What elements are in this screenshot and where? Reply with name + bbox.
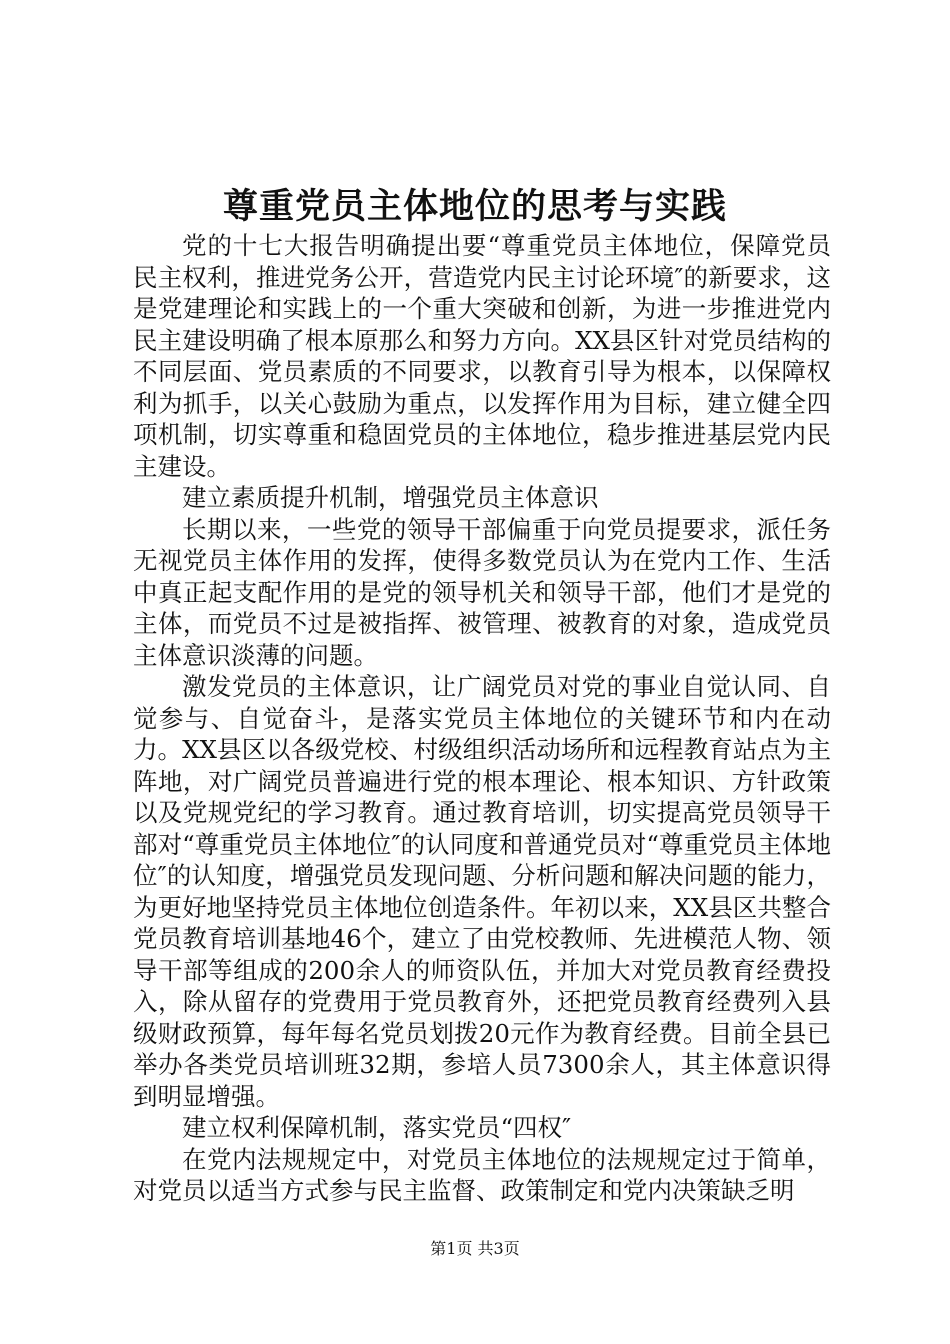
paragraph-intro: 党的十七大报告明确提出要“尊重党员主体地位，保障党员民主权利，推进党务公开，营造党内民主讨论环境″的新要求，这是党建理论和实践上的一个重大突破和创新，为进一步推进党内民主建设明确了根本原那么和努力方向。XX县区针对党员结构的不同层面、党员素质的不同要求，以教育引导为根本，以保障权利为抓手，以关心鼓励为重点，以发挥作用为目标，建立健全四项机制，切实尊重和稳固党员的主体地位，稳步推进基层党内民主建设。 bbox=[133, 231, 831, 481]
section-heading-quality: 建立素质提升机制，增强党员主体意识 bbox=[182, 483, 599, 512]
page-title: 尊重党员主体地位的思考与实践 bbox=[222, 186, 727, 227]
paragraph-measures: 激发党员的主体意识，让广阔党员对党的事业自觉认同、自觉参与、自觉奋斗，是落实党员主体地位的关键环节和内在动力。XX县区以各级党校、村级组织活动场所和远程教育站点为主阵地，对广阔党员普遍进行党的根本理论、根本知识、方针政策以及党规党纪的学习教育。通过教育培训，切实提高党员领导干部对“尊重党员主体地位″的认同度和普通党员对“尊重党员主体地位″的认知度，增强党员发现问题、分析问题和解决问题的能力，为更好地坚持党员主体地位创造条件。年初以来，XX县区共整合党员教育培训基地46个，建立了由党校教师、先进模范人物、领导干部等组成的200余人的师资队伍，并加大对党员教育经费投入，除从留存的党费用于党员教育外，还把党员教育经费列入县级财政预算，每年每名党员划拨20元作为教育经费。目前全县已举办各类党员培训班32期，参培人员7300余人，其主体意识得到明显增强。 bbox=[133, 672, 831, 1111]
document-body bbox=[133, 230, 831, 1207]
page-number-footer: 第1页 共3页 bbox=[430, 1239, 520, 1258]
paragraph-problem: 长期以来，一些党的领导干部偏重于向党员提要求，派任务无视党员主体作用的发挥，使得多数党员认为在党内工作、生活中真正起支配作用的是党的领导机关和领导干部，他们才是党的主体，而党员不过是被指挥、被管理、被教育的对象，造成党员主体意识淡薄的问题。 bbox=[133, 514, 831, 670]
section-heading-rights: 建立权利保障机制，落实党员“四权″ bbox=[182, 1113, 572, 1142]
paragraph-rights: 在党内法规规定中，对党员主体地位的法规规定过于简单，对党员以适当方式参与民主监督、政策制定和党内决策缺乏明 bbox=[133, 1144, 831, 1205]
